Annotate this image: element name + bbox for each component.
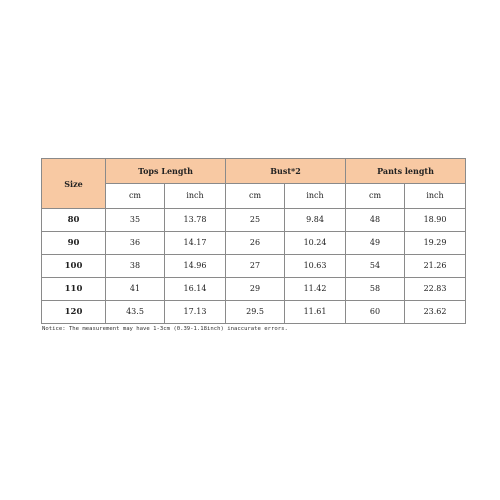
table-row	[42, 209, 466, 232]
bust-inch-cell: 9.84	[285, 209, 346, 232]
tops-cm-cell: 41	[106, 278, 165, 301]
bust-inch-cell: 11.42	[285, 278, 346, 301]
unit-tops-cm: cm	[106, 184, 165, 209]
unit-row	[42, 184, 466, 209]
pants-inch-cell: 23.62	[405, 301, 466, 324]
size-cell: 100	[42, 255, 106, 278]
table-row	[42, 255, 466, 278]
tops-cm-cell: 36	[106, 232, 165, 255]
pants-inch-cell: 19.29	[405, 232, 466, 255]
header-row	[42, 159, 466, 184]
size-cell: 120	[42, 301, 106, 324]
bust-cm-cell: 29	[226, 278, 285, 301]
pants-inch-cell: 21.26	[405, 255, 466, 278]
tops-inch-cell: 14.17	[165, 232, 226, 255]
size-cell: 110	[42, 278, 106, 301]
unit-bust-cm: cm	[226, 184, 285, 209]
header-tops-length: Tops Length	[106, 159, 226, 184]
pants-cm-cell: 60	[346, 301, 405, 324]
header-size: Size	[42, 159, 106, 209]
table-row	[42, 278, 466, 301]
tops-inch-cell: 13.78	[165, 209, 226, 232]
header-bust: Bust*2	[226, 159, 346, 184]
pants-inch-cell: 22.83	[405, 278, 466, 301]
unit-pants-inch: inch	[405, 184, 466, 209]
pants-cm-cell: 48	[346, 209, 405, 232]
bust-cm-cell: 25	[226, 209, 285, 232]
table-row	[42, 301, 466, 324]
tops-inch-cell: 17.13	[165, 301, 226, 324]
tops-inch-cell: 16.14	[165, 278, 226, 301]
bust-inch-cell: 11.61	[285, 301, 346, 324]
tops-cm-cell: 43.5	[106, 301, 165, 324]
size-cell: 80	[42, 209, 106, 232]
pants-inch-cell: 18.90	[405, 209, 466, 232]
header-pants-length: Pants length	[346, 159, 466, 184]
unit-tops-inch: inch	[165, 184, 226, 209]
bust-cm-cell: 26	[226, 232, 285, 255]
unit-pants-cm: cm	[346, 184, 405, 209]
size-chart-table	[41, 158, 466, 324]
bust-cm-cell: 29.5	[226, 301, 285, 324]
size-cell: 90	[42, 232, 106, 255]
pants-cm-cell: 49	[346, 232, 405, 255]
pants-cm-cell: 58	[346, 278, 405, 301]
tops-cm-cell: 38	[106, 255, 165, 278]
tops-cm-cell: 35	[106, 209, 165, 232]
bust-inch-cell: 10.24	[285, 232, 346, 255]
table-row	[42, 232, 466, 255]
pants-cm-cell: 54	[346, 255, 405, 278]
bust-cm-cell: 27	[226, 255, 285, 278]
unit-bust-inch: inch	[285, 184, 346, 209]
tops-inch-cell: 14.96	[165, 255, 226, 278]
notice-text: Notice: The measurement may have 1-3cm (0.39-1.18inch) inaccurate errors.	[42, 326, 288, 332]
bust-inch-cell: 10.63	[285, 255, 346, 278]
